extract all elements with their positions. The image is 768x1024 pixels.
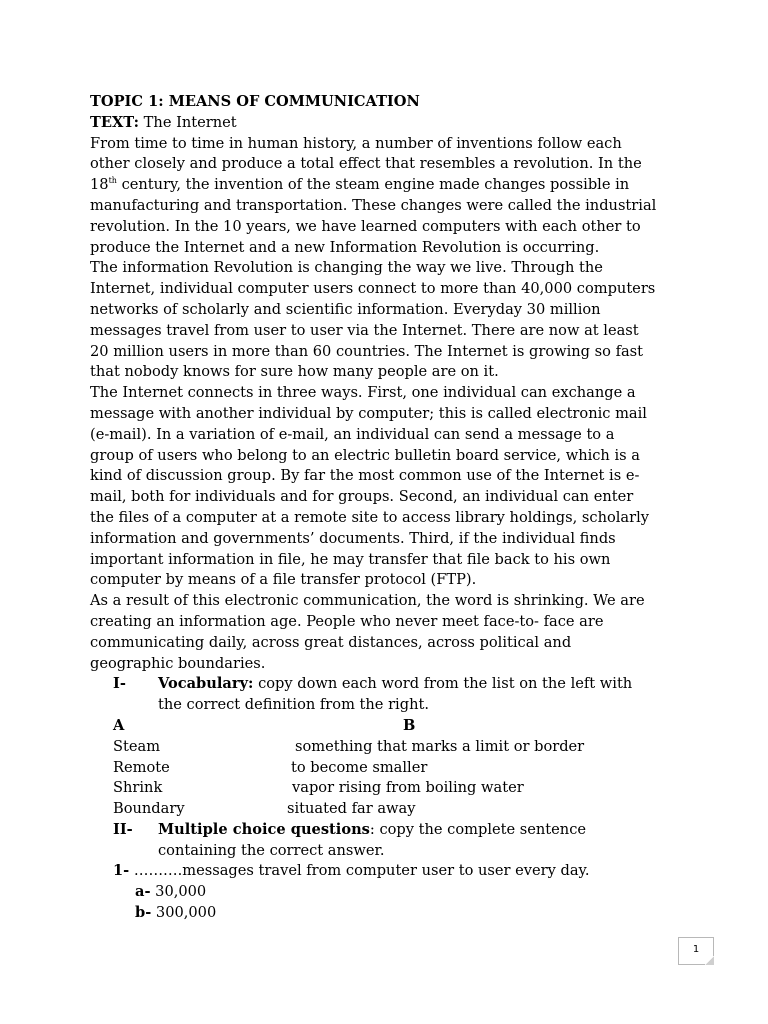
paragraph-line: The Internet connects in three ways. First, one individual can exchange a xyxy=(90,384,636,402)
section-instructions-cont: the correct definition from the right. xyxy=(158,696,429,714)
option-letter: a- xyxy=(135,883,151,901)
question-text: ……….messages travel from computer user to user every day. xyxy=(129,862,590,880)
vocabulary-definition: something that marks a limit or border xyxy=(295,737,585,755)
paragraph-line: important information in file, he may transfer that file back to his own xyxy=(90,550,611,568)
document-page xyxy=(90,92,690,924)
vocabulary-word: Shrink xyxy=(113,779,163,797)
vocabulary-word: Boundary xyxy=(113,800,185,818)
question-1 xyxy=(90,861,690,882)
option-text: 300,000 xyxy=(151,904,217,922)
paragraph-line: kind of discussion group. By far the most common use of the Internet is e- xyxy=(90,467,640,485)
paragraph-line: As a result of this electronic communication, the word is shrinking. We are xyxy=(90,592,645,610)
paragraph-line: the files of a computer at a remote site to access library holdings, scholarly xyxy=(90,508,650,526)
page-number: 1 xyxy=(692,944,700,955)
topic-heading: TOPIC 1: MEANS OF COMMUNICATION xyxy=(90,93,420,110)
vocabulary-row xyxy=(90,799,690,820)
answer-option-a xyxy=(90,882,690,903)
paragraph-line: group of users who belong to an electric bulletin board service, which is a xyxy=(90,446,640,464)
answer-option-b xyxy=(90,903,690,924)
paragraph-line: creating an information age. People who never meet face-to- face are xyxy=(90,612,604,630)
option-text: 30,000 xyxy=(150,883,207,901)
paragraph-line: 20 million users in more than 60 countries. The Internet is growing so fast xyxy=(90,342,644,360)
vocabulary-definition: vapor rising from boiling water xyxy=(292,779,524,797)
paragraph-line: Internet, individual computer users connect to more than 40,000 computers xyxy=(90,280,656,298)
paragraph-line: manufacturing and transportation. These changes were called the industrial xyxy=(90,196,657,214)
option-letter: b- xyxy=(135,904,152,922)
paragraph-line: produce the Internet and a new Information Revolution is occurring. xyxy=(90,238,600,256)
vocabulary-definition: situated far away xyxy=(287,800,416,818)
paragraph-line: From time to time in human history, a number of inventions follow each xyxy=(90,134,622,152)
vocabulary-word: Steam xyxy=(113,737,161,755)
section-number: II- xyxy=(113,820,133,838)
section-instructions: copy down each word from the list on the left with xyxy=(253,675,633,693)
ordinal-suffix: th xyxy=(108,176,117,186)
section-title: Vocabulary: xyxy=(158,675,254,693)
paragraph-line: networks of scholarly and scientific information. Everyday 30 million xyxy=(90,300,601,318)
paragraph-line: computer by means of a file transfer protocol (FTP). xyxy=(90,571,477,589)
section-instructions: : copy the complete sentence xyxy=(369,820,587,838)
paragraph-line: message with another individual by computer; this is called electronic mail xyxy=(90,404,647,422)
paragraph-line: messages travel from user to user via the Internet. There are now at least xyxy=(90,321,639,339)
paragraph-line: mail, both for individuals and for groups. Second, an individual can enter xyxy=(90,488,634,506)
paragraph-line: communicating daily, across great distances, across political and xyxy=(90,633,572,651)
century-number: 18 xyxy=(90,176,109,194)
text-title-line xyxy=(90,113,690,134)
page-curl-icon xyxy=(705,956,714,965)
vocabulary-row xyxy=(90,758,690,779)
paragraph-line xyxy=(90,175,690,196)
column-b-header: B xyxy=(403,716,416,734)
paragraph-line: revolution. In the 10 years, we have learned computers with each other to xyxy=(90,217,641,235)
paragraph-line: geographic boundaries. xyxy=(90,654,266,672)
vocabulary-definition: to become smaller xyxy=(291,758,428,776)
vocabulary-word: Remote xyxy=(113,758,170,776)
vocabulary-row xyxy=(90,737,690,758)
paragraph-line: information and governments’ documents. Third, if the individual finds xyxy=(90,529,616,547)
paragraph-text: century, the invention of the steam engine made changes possible in xyxy=(116,176,630,194)
paragraph-line: (e-mail). In a variation of e-mail, an individual can send a message to a xyxy=(90,425,615,443)
text-title: The Internet xyxy=(139,113,237,131)
vocabulary-row xyxy=(90,778,690,799)
text-label: TEXT: xyxy=(90,113,140,131)
question-number: 1- xyxy=(113,862,130,880)
vocabulary-heading xyxy=(90,674,690,695)
paragraph-line: that nobody knows for sure how many people are on it. xyxy=(90,363,499,381)
column-a-header: A xyxy=(113,716,125,734)
vocabulary-column-headers xyxy=(90,716,690,737)
paragraph-line: The information Revolution is changing the way we live. Through the xyxy=(90,259,603,277)
section-number: I- xyxy=(113,675,126,693)
section-instructions-cont: containing the correct answer. xyxy=(158,841,385,859)
section-title: Multiple choice questions xyxy=(158,820,370,838)
paragraph-line: other closely and produce a total effect that resembles a revolution. In the xyxy=(90,155,642,173)
page-number-box xyxy=(678,937,714,965)
multiple-choice-heading xyxy=(90,820,690,841)
